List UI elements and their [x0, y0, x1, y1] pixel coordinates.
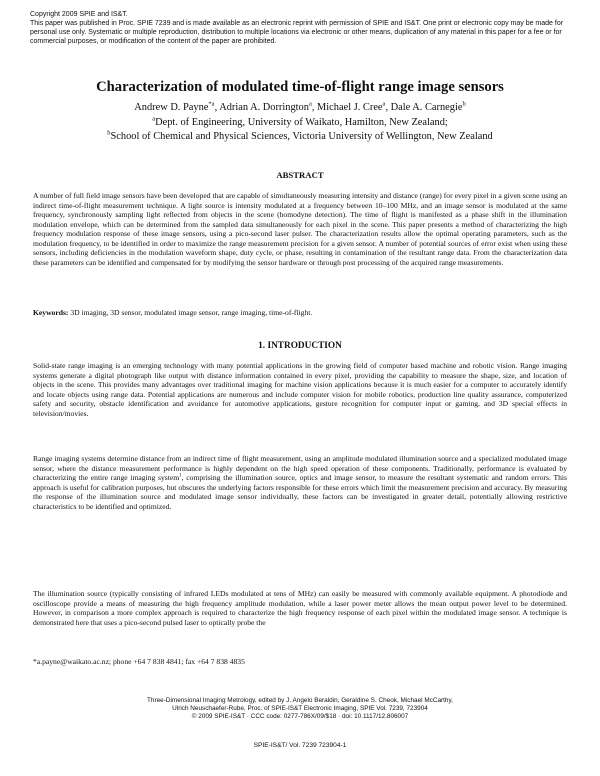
proceedings-line: © 2009 SPIE-IS&T · CCC code: 0277-786X/09/$18 · doi: 10.1117/12.806007: [191, 713, 409, 720]
author-name: Adrian A. Dorrington: [219, 102, 309, 113]
author-list: [30, 101, 570, 115]
author-affiliation-mark: b: [462, 100, 466, 108]
affiliation-list: [30, 116, 570, 144]
author-name: Andrew D. Payne: [134, 102, 209, 113]
intro-paragraph-3: The illumination source (typically consisting of infrared LEDs modulated at tens of MHz) can easily be measured with commonly available equipment. A photodiode and oscilloscope provide a means of measuring the high frequency amplitude modulation, while a laser power meter allows the mean output power level to be determined. However, in comparison a more complex approach is required to characterize the high frequency response of each pixel within the modulated image sensor. A technique is demonstrated here that uses a pico-second pulsed laser to optically probe the: [33, 589, 567, 627]
abstract-heading: ABSTRACT: [276, 170, 324, 180]
author-affiliation-mark: a: [308, 100, 312, 108]
keywords-line: [33, 308, 567, 318]
affiliation-a: [30, 116, 570, 130]
intro-p2-text-b: , comprising the illumination source, optics and image sensor, to measure the resultant systematic and random errors. This approach is useful for calibration purposes, but obscures the underlying factors responsible for these errors which limit the measurement precision and accuracy. By measuring the response of the illumination source and modulated image sensor individually, these factors can be investigated in greater detail, potentially allowing restrictive characteristics to be identified and optimized.: [33, 473, 568, 511]
copyright-line: Copyright 2009 SPIE and IS&T.: [30, 11, 128, 18]
affiliation-text: School of Chemical and Physical Sciences, Victoria University of Wellington, New Zealand: [110, 131, 493, 142]
section-heading-introduction: 1. INTRODUCTION: [258, 341, 342, 351]
intro-p2-text-a: Range imaging systems determine distance from an indirect time of flight measurement, using an amplitude modulated illumination source and a specialized modulated image sensor, where the distance measurement performance is highly dependent on the high speed operation of these components. Traditionally, performance is evaluated by characterizing the entire range imaging system: [33, 454, 567, 482]
affiliation-b: [30, 130, 570, 144]
author-affiliation-mark: a: [382, 100, 386, 108]
page-number-footer: SPIE-IS&T/ Vol. 7239 723904-1: [253, 742, 347, 749]
proceedings-line: Ulrich Neuschaefer-Rube, Proc. of SPIE-IS&T Electronic Imaging, SPIE Vol. 7239, 723904: [172, 705, 428, 712]
corresponding-author-footnote: *a.payne@waikato.ac.nz; phone +64 7 838 4841; fax +64 7 838 4835: [33, 657, 245, 666]
author-separator: ,: [385, 102, 391, 113]
affiliation-mark: b: [107, 129, 111, 137]
author-separator: ,: [311, 102, 318, 113]
keywords-label: Keywords:: [33, 308, 69, 317]
proceedings-line: Three-Dimensional Imaging Metrology, edited by J. Angelo Beraldin, Geraldine S. Cheok, Michael McCarthy,: [147, 697, 453, 704]
affiliation-mark: a: [152, 115, 156, 123]
citation-ref: 1: [179, 473, 182, 479]
paper-title: Characterization of modulated time-of-flight range image sensors: [96, 79, 504, 95]
copyright-notice: [30, 10, 575, 46]
affiliation-text: Dept. of Engineering, University of Waikato, Hamilton, New Zealand;: [155, 117, 448, 128]
reprint-permission-text: This paper was published in Proc. SPIE 7239 and is made available as an electronic reprint with permission of SPIE and IS&T. One print or electronic copy may be made for personal use only. Systematic or multiple reproduction, distribution to multiple locations via electronic or other means, duplication of any material in this paper for a fee or for commercial purposes, or modification of the content of the paper are prohibited.: [30, 20, 564, 45]
author-name: Michael J. Cree: [317, 102, 383, 113]
abstract-body: A number of full field image sensors have been developed that are capable of simultaneously measuring intensity and distance (range) for every pixel in a given scene using an indirect time-of-flight measurement technique. A light source is intensity modulated at a frequency between 10–100 MHz, and an image sensor is modulated at the same frequency, synchronously sampling light reflected from objects in the scene (homodyne detection). The time of flight is manifested as a phase shift in the illumination modulation envelope, which can be determined from the sampled data simultaneously for each pixel in the scene. This paper presents a method of characterizing the high frequency modulation response of these image sensors, using a pico-second laser pulser. The characterization results allow the optimal operating parameters, such as the modulation frequency, to be identified in order to maximize the range measurement precision for a given sensor. A number of potential sources of error exist when using these sensors, including deficiencies in the modulation waveform shape, duty cycle, or phase, resulting in contamination of the resultant range data. From the characterization data these parameters can be identified and compensated for by modifying the sensor hardware or through post processing of the acquired range measurements.: [33, 191, 567, 267]
proceedings-info: [30, 697, 570, 721]
author-name: Dale A. Carnegie: [390, 102, 463, 113]
author-affiliation-mark: *a: [208, 100, 215, 108]
intro-paragraph-1: Solid-state range imaging is an emerging technology with many potential applications in the growing field of computer based machine and robotic vision. Range imaging systems generate a digital photograph like output with distance information contained in every pixel, providing the capability to measure the shape, size, and location of objects in the scene. This provides many advantages over traditional imaging for machine vision applications because it is much easier for a computer to accurately identify and locate objects using range data. Potential applications are numerous and include computer vision for mobile robotics, production line quality assurance, computerized safety and security, obstacle identification and avoidance for automotive applications, gesture recognition for computer input or gaming, and 3D special effects in television/movies.: [33, 361, 567, 418]
author-separator: ,: [214, 102, 220, 113]
keywords-text: 3D imaging, 3D sensor, modulated image sensor, range imaging, time-of-flight.: [70, 308, 313, 317]
intro-paragraph-2: [33, 454, 567, 511]
